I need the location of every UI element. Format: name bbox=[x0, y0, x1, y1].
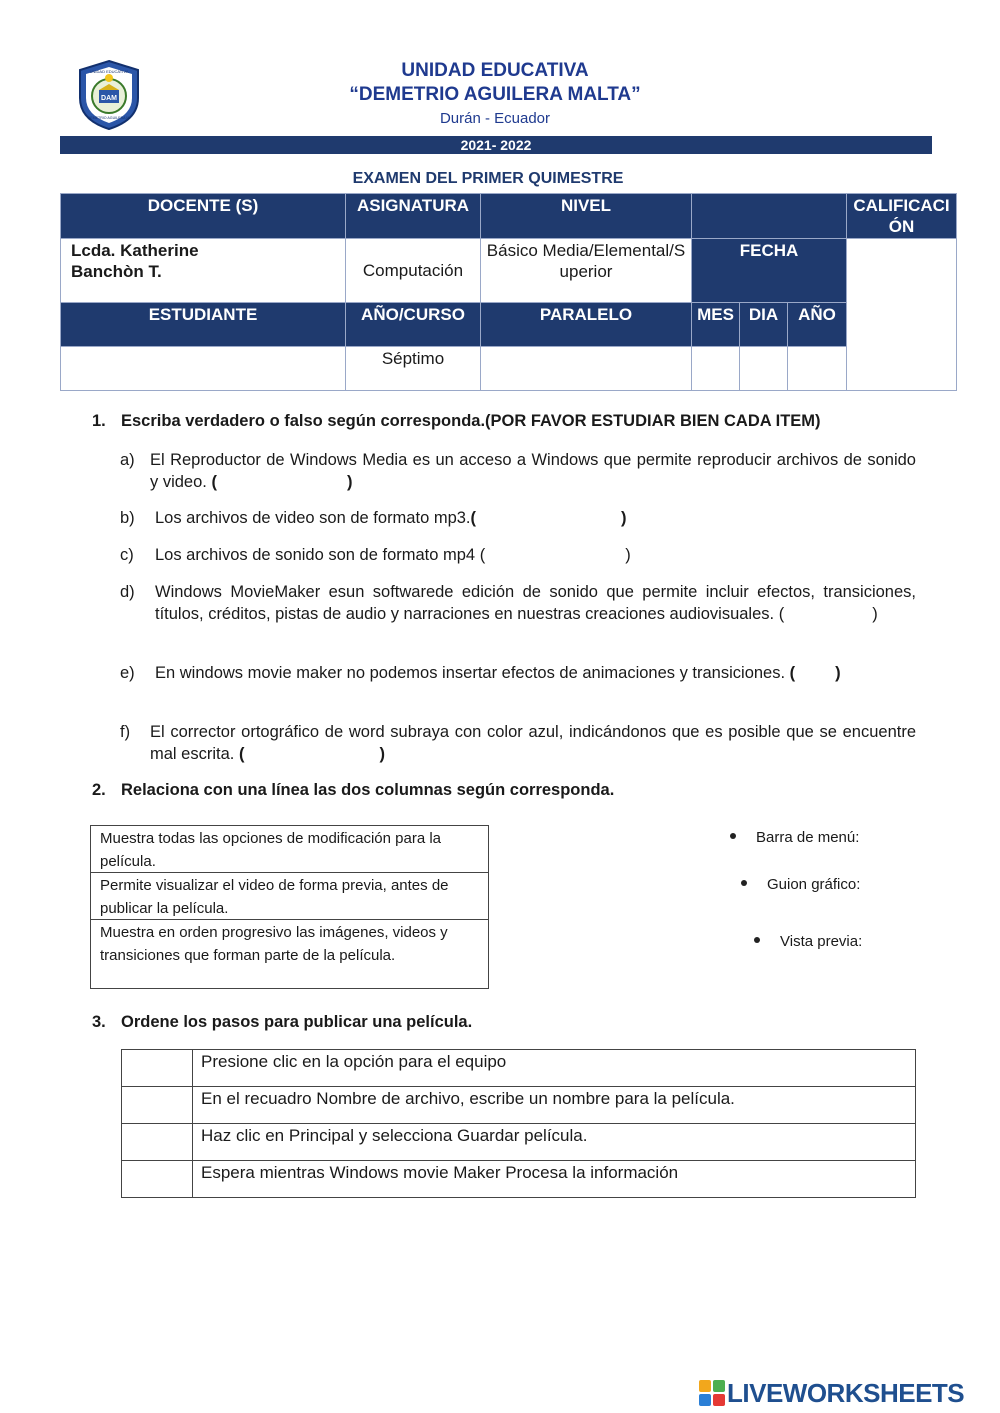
item-letter: d) bbox=[120, 583, 135, 601]
header-dia: DIA bbox=[740, 303, 788, 347]
item-text: En windows movie maker no podemos insertar efectos de animaciones y transiciones. bbox=[155, 664, 786, 682]
step-text: En el recuadro Nombre de archivo, escribe un nombre para la película. bbox=[193, 1087, 916, 1124]
item-text: Los archivos de sonido son de formato mp4 bbox=[155, 546, 476, 564]
item-text: Los archivos de video son de formato mp3. bbox=[155, 509, 471, 527]
answer-open-paren: ( bbox=[211, 473, 217, 491]
brand-name: LIVEWORKSHEETS bbox=[727, 1377, 965, 1408]
step-text: Espera mientras Windows movie Maker Procesa la información bbox=[193, 1161, 916, 1198]
anio-field[interactable] bbox=[788, 347, 847, 391]
nivel-value: Básico Media/Elemental/Superior bbox=[481, 239, 692, 303]
step-row bbox=[122, 1087, 916, 1124]
question-1-title bbox=[92, 412, 821, 431]
steps-table bbox=[121, 1049, 916, 1198]
item-letter: f) bbox=[120, 723, 131, 741]
dia-field[interactable] bbox=[740, 347, 788, 391]
step-order-input[interactable] bbox=[122, 1050, 193, 1087]
step-row bbox=[122, 1161, 916, 1198]
question-1-number: 1. bbox=[92, 412, 106, 430]
paralelo-field[interactable] bbox=[481, 347, 692, 391]
answer-open-paren: ( bbox=[778, 605, 785, 623]
step-row bbox=[122, 1124, 916, 1161]
match-right-item[interactable] bbox=[730, 829, 859, 846]
logo-text-bottom: DEMETRIO AGUILERA M. bbox=[87, 116, 131, 120]
question-2-number: 2. bbox=[92, 781, 106, 799]
match-right-label: Vista previa: bbox=[780, 933, 863, 950]
header-estudiante: ESTUDIANTE bbox=[61, 303, 346, 347]
q1-item-f bbox=[120, 721, 916, 765]
q1-item-d bbox=[120, 581, 916, 625]
match-left-item[interactable]: Muestra en orden progresivo las imágenes, videos y transiciones que forman parte de la película. bbox=[100, 924, 448, 964]
question-2-text: Relaciona con una línea las dos columnas según corresponda. bbox=[121, 781, 615, 799]
item-text: El Reproductor de Windows Media es un acceso a Windows que permite reproducir archivos de sonido y video. bbox=[150, 451, 916, 491]
exam-info-table bbox=[60, 193, 957, 391]
school-name-line2: “DEMETRIO AGUILERA MALTA” bbox=[349, 84, 641, 105]
bullet-icon bbox=[754, 937, 760, 943]
step-order-input[interactable] bbox=[122, 1124, 193, 1161]
school-logo bbox=[72, 58, 146, 132]
answer-open-paren: ( bbox=[470, 509, 477, 527]
asignatura-value: Computación bbox=[346, 239, 481, 303]
school-city: Durán - Ecuador bbox=[439, 110, 551, 127]
header-anio: AÑO bbox=[788, 303, 847, 347]
match-left-item[interactable]: Permite visualizar el video de forma previa, antes de publicar la película. bbox=[91, 873, 488, 920]
item-letter: e) bbox=[120, 664, 135, 682]
step-order-input[interactable] bbox=[122, 1161, 193, 1198]
estudiante-field[interactable] bbox=[61, 347, 346, 391]
calificacion-field[interactable] bbox=[847, 239, 957, 391]
curso-value: Séptimo bbox=[346, 347, 481, 391]
liveworksheets-logo-icon bbox=[699, 1380, 725, 1406]
answer-close-paren: ) bbox=[625, 546, 631, 564]
match-right-label: Barra de menú: bbox=[756, 829, 860, 846]
item-letter: a) bbox=[120, 451, 135, 469]
answer-open-paren: ( bbox=[238, 745, 245, 763]
match-right-label: Guion gráfico: bbox=[767, 876, 861, 893]
match-right-item[interactable] bbox=[741, 876, 860, 893]
item-text: Windows MovieMaker esun softwarede edición de sonido que permite incluir efectos, transiciones, títulos, créditos, pistas de audio y narraciones en nuestras creaciones audiovisuales. bbox=[155, 583, 916, 623]
answer-close-paren: ) bbox=[872, 605, 878, 623]
question-3-title bbox=[92, 1013, 472, 1032]
bullet-icon bbox=[730, 833, 736, 839]
question-1-text: Escriba verdadero o falso según corresponda.(POR FAVOR ESTUDIAR BIEN CADA ITEM) bbox=[121, 412, 821, 430]
question-2-title bbox=[92, 781, 614, 800]
header-blank bbox=[692, 194, 847, 239]
header-anio-curso: AÑO/CURSO bbox=[346, 303, 481, 347]
answer-open-paren: ( bbox=[479, 546, 486, 564]
question-3-number: 3. bbox=[92, 1013, 106, 1031]
header-mes: MES bbox=[692, 303, 740, 347]
answer-close-paren: ) bbox=[835, 664, 841, 682]
step-order-input[interactable] bbox=[122, 1087, 193, 1124]
logo-text-top: UNIDAD EDUCATIVA bbox=[89, 69, 129, 74]
school-name-line1: UNIDAD EDUCATIVA bbox=[401, 60, 589, 81]
q1-item-b bbox=[120, 507, 916, 529]
header-nivel: NIVEL bbox=[481, 194, 692, 239]
bullet-icon bbox=[741, 880, 747, 886]
mes-field[interactable] bbox=[692, 347, 740, 391]
q1-item-a bbox=[120, 449, 916, 493]
liveworksheets-brand[interactable] bbox=[699, 1378, 964, 1408]
match-left-item[interactable]: Muestra todas las opciones de modificación para la película. bbox=[91, 826, 488, 873]
question-3-text: Ordene los pasos para publicar una película. bbox=[121, 1013, 473, 1031]
answer-close-paren: ) bbox=[621, 509, 627, 527]
item-letter: b) bbox=[120, 509, 135, 527]
school-year-bar: 2021- 2022 bbox=[60, 136, 932, 154]
header-docente: DOCENTE (S) bbox=[61, 194, 346, 239]
q1-item-e bbox=[120, 662, 916, 684]
docente-name: Lcda. Katherine Banchòn T. bbox=[61, 239, 346, 303]
step-text: Haz clic en Principal y selecciona Guardar película. bbox=[193, 1124, 916, 1161]
header-calificacion: CALIFICACIÓN bbox=[847, 194, 957, 239]
header-paralelo: PARALELO bbox=[481, 303, 692, 347]
logo-text-center: DAM bbox=[101, 95, 117, 102]
answer-close-paren: ) bbox=[346, 473, 353, 491]
step-text: Presione clic en la opción para el equipo bbox=[193, 1050, 916, 1087]
match-left-column bbox=[90, 825, 489, 989]
answer-open-paren: ( bbox=[789, 664, 796, 682]
match-right-item[interactable] bbox=[754, 933, 862, 950]
step-row bbox=[122, 1050, 916, 1087]
exam-title: EXAMEN DEL PRIMER QUIMESTRE bbox=[352, 170, 624, 187]
answer-close-paren: ) bbox=[379, 745, 385, 763]
header-asignatura: ASIGNATURA bbox=[346, 194, 481, 239]
header-fecha: FECHA bbox=[692, 239, 847, 303]
q1-item-c bbox=[120, 544, 916, 566]
item-text: El corrector ortográfico de word subraya con color azul, indicándonos que es posible que se encuentre mal escrita. bbox=[150, 723, 916, 763]
item-letter: c) bbox=[120, 546, 134, 564]
